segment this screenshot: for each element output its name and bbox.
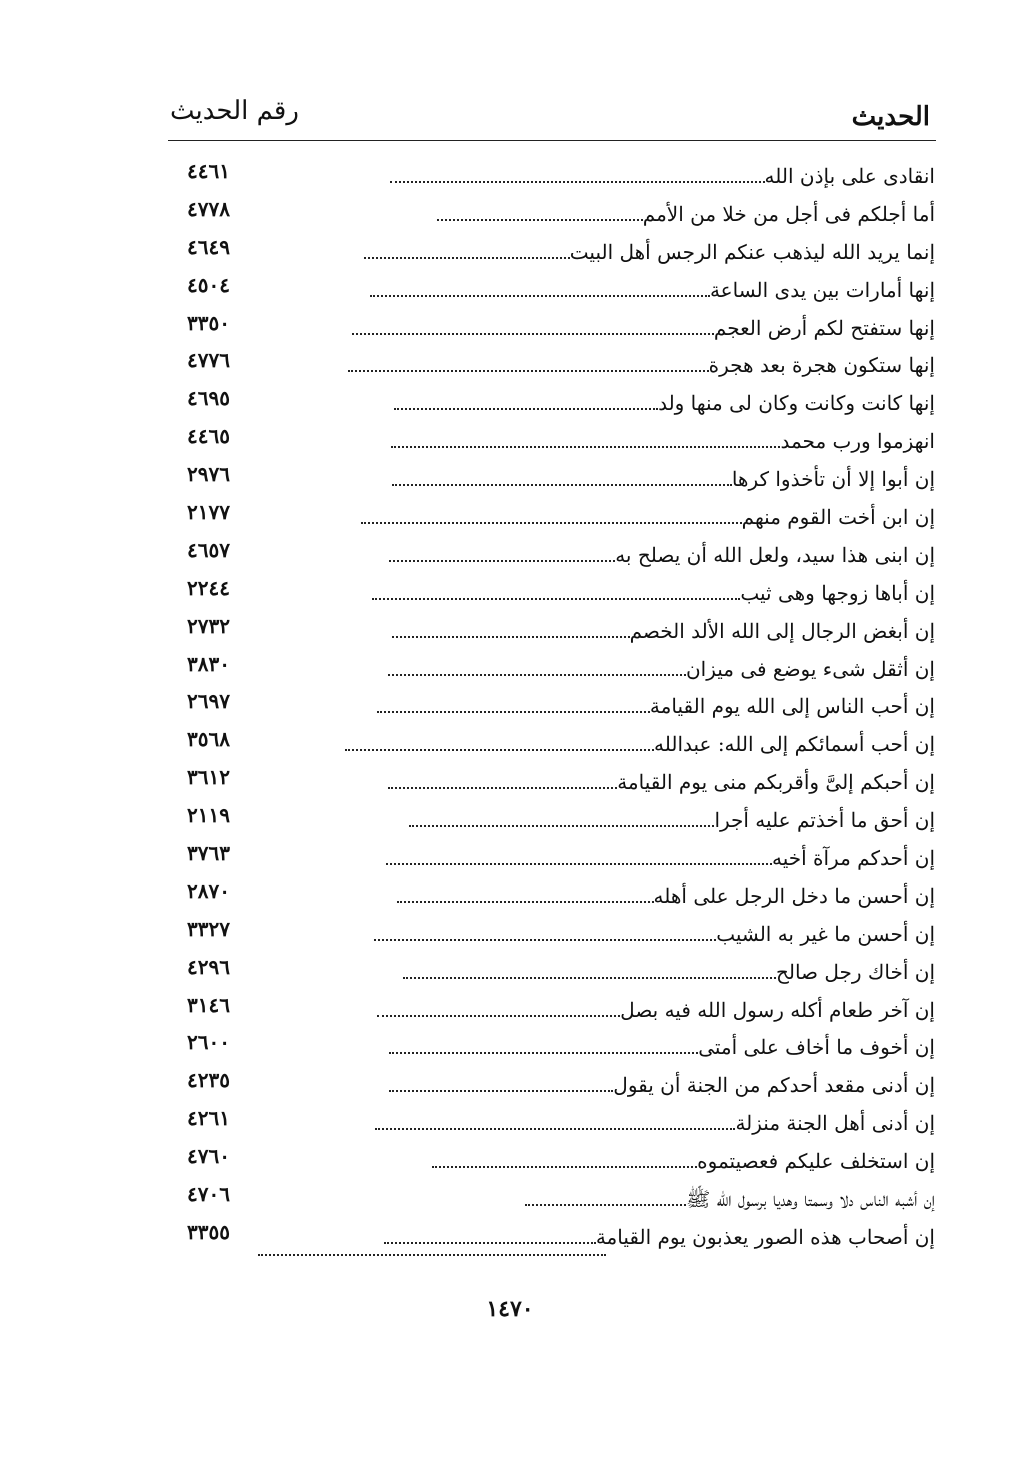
index-entry — [175, 1178, 935, 1216]
hadith-number: ٣٦١٢ — [187, 765, 230, 790]
hadith-text: إنها ستكون هجرة بعد هجرة — [708, 353, 935, 378]
hadith-number: ٤٢٩٦ — [187, 954, 230, 979]
hadith-text: إنها كانت وكانت وكان لى منها ولد — [658, 391, 935, 416]
hadith-text: إن أثقل شىء يوضع فى ميزان — [685, 656, 935, 681]
dotted-leader — [352, 333, 714, 335]
index-entry — [175, 458, 935, 496]
dotted-leader — [372, 598, 741, 600]
hadith-text: إن أدنى أهل الجنة منزلة — [735, 1111, 935, 1136]
hadith-number: ٣٣٥٥ — [187, 1219, 230, 1244]
index-entry — [175, 723, 935, 761]
index-entry — [175, 344, 935, 382]
index-entry — [175, 231, 935, 269]
index-entry — [175, 610, 935, 648]
index-entry — [175, 193, 935, 231]
hadith-text: إن أبوا إلا أن تأخذوا كرها — [731, 467, 935, 492]
index-entry — [175, 1026, 935, 1064]
hadith-number: ٣٣٥٠ — [187, 310, 230, 335]
index-entry — [175, 913, 935, 951]
index-entry — [175, 837, 935, 875]
dotted-leader — [370, 295, 710, 297]
dotted-leader — [391, 446, 780, 448]
hadith-text: إنها ستفتح لكم أرض العجم — [713, 315, 935, 340]
hadith-number: ٣٧٦٣ — [187, 841, 230, 866]
hadith-number: ٤٧٧٨ — [187, 196, 230, 221]
hadith-number: ٤٦٤٩ — [187, 234, 230, 259]
header-rule — [168, 140, 936, 141]
dotted-leader — [388, 787, 618, 789]
page-header — [170, 92, 930, 136]
dotted-leader — [374, 939, 716, 941]
column-title-hadith: الحديث — [851, 102, 930, 132]
hadith-number: ٢٦٠٠ — [187, 1030, 230, 1055]
index-entry — [175, 534, 935, 572]
index-entry — [175, 761, 935, 799]
hadith-number: ٤٢٣٥ — [187, 1068, 230, 1093]
hadith-number: ٣١٤٦ — [187, 992, 230, 1017]
index-entry — [175, 572, 935, 610]
hadith-text: إنها أمارات بين يدى الساعة — [709, 277, 935, 302]
hadith-text: إن أحب الناس إلى الله يوم القيامة — [649, 694, 935, 719]
dotted-leader — [361, 522, 741, 524]
hadith-text: إن ابنى هذا سيد، ولعل الله أن يصلح به — [615, 542, 935, 567]
hadith-number: ٤٢٦١ — [187, 1106, 230, 1131]
dotted-leader — [377, 1015, 620, 1017]
hadith-number: ٤٤٦٥ — [187, 424, 230, 449]
hadith-number: ٤٧٦٠ — [187, 1144, 230, 1169]
index-entry — [175, 989, 935, 1027]
dotted-leader — [397, 901, 653, 903]
hadith-number: ٣٣٢٧ — [187, 916, 230, 941]
hadith-number: ٤٦٩٥ — [187, 386, 230, 411]
dotted-leader — [386, 863, 772, 865]
hadith-text: إن أبغض الرجال إلى الله الألد الخصم — [629, 618, 935, 643]
index-entry — [175, 1140, 935, 1178]
page-number: ١٤٧٠ — [486, 1296, 534, 1322]
index-entry — [175, 382, 935, 420]
hadith-text: إن ابن أخت القوم منهم — [741, 505, 935, 530]
hadith-number: ٣٨٣٠ — [187, 651, 230, 676]
dotted-leader — [403, 977, 776, 979]
index-entry — [175, 496, 935, 534]
hadith-number: ٤٥٠٤ — [187, 272, 230, 297]
hadith-number: ٢٨٧٠ — [187, 878, 230, 903]
hadith-number: ٤٧٧٦ — [187, 348, 230, 373]
hadith-number: ٤٦٥٧ — [187, 537, 230, 562]
hadith-text: إن استخلف عليكم فعصيتموه — [697, 1149, 935, 1174]
index-entry — [175, 685, 935, 723]
dotted-leader — [394, 408, 658, 410]
hadith-text: انهزموا ورب محمد — [780, 429, 935, 454]
dotted-leader — [388, 674, 686, 676]
dotted-leader — [389, 1090, 613, 1092]
hadith-text: إن أدنى مقعد أحدكم من الجنة أن يقول — [613, 1073, 935, 1098]
hadith-number: ٢٩٧٦ — [187, 462, 230, 487]
trailing-dotted-leader — [258, 1254, 606, 1256]
dotted-leader — [364, 257, 570, 259]
dotted-leader — [432, 1166, 698, 1168]
dotted-leader — [389, 1052, 698, 1054]
hadith-text: إن أشبه الناس دلا وسمتا وهديا برسول الله ﷺ — [686, 1187, 935, 1212]
dotted-leader — [389, 560, 615, 562]
index-entry — [175, 951, 935, 989]
hadith-text: إن أباها زوجها وهى ثيب — [740, 580, 935, 605]
hadith-text: أما أجلكم فى أجل من خلا من الأمم — [642, 201, 935, 226]
dotted-leader — [377, 711, 650, 713]
dotted-leader — [409, 825, 714, 827]
index-entry — [175, 269, 935, 307]
hadith-number: ٢٢٤٤ — [187, 575, 230, 600]
index-entry — [175, 648, 935, 686]
hadith-number: ٣٥٦٨ — [187, 727, 230, 752]
hadith-number: ٤٧٠٦ — [187, 1182, 230, 1207]
hadith-text: إن أحدكم مرآة أخيه — [771, 846, 935, 871]
hadith-text: إنما يريد الله ليذهب عنكم الرجس أهل البيت — [569, 239, 935, 264]
hadith-index-list — [175, 155, 935, 1254]
hadith-text: انقادى على بإذن الله — [764, 164, 935, 188]
hadith-text: إن أحسن ما غير به الشيب — [716, 921, 935, 946]
hadith-number: ٢٦٩٧ — [187, 689, 230, 714]
index-entry — [175, 307, 935, 345]
index-entry — [175, 155, 935, 193]
dotted-leader — [392, 636, 629, 638]
hadith-text: إن أحب أسمائكم إلى الله: عبدالله — [654, 732, 935, 757]
dotted-leader — [525, 1204, 686, 1206]
dotted-leader — [437, 219, 643, 221]
hadith-text: إن أخوف ما أخاف على أمتى — [698, 1035, 935, 1060]
column-title-hadith-number: رقم الحديث — [170, 96, 299, 126]
index-entry — [175, 1102, 935, 1140]
index-entry — [175, 1216, 935, 1254]
hadith-number: ٢٧٣٢ — [187, 613, 230, 638]
hadith-text: إن أخاك رجل صالح — [775, 959, 935, 984]
index-entry — [175, 799, 935, 837]
index-entry — [175, 1064, 935, 1102]
hadith-text: إن أحسن ما دخل الرجل على أهله — [653, 883, 935, 908]
dotted-leader — [348, 370, 709, 372]
dotted-leader — [375, 1128, 735, 1130]
hadith-text: إن أحق ما أخذتم عليه أجرا — [714, 808, 935, 833]
hadith-number: ٤٤٦١ — [187, 159, 230, 183]
dotted-leader — [392, 484, 732, 486]
hadith-text: إن أصحاب هذه الصور يعذبون يوم القيامة — [595, 1224, 935, 1249]
index-entry — [175, 875, 935, 913]
dotted-leader — [384, 1242, 596, 1244]
hadith-text: إن آخر طعام أكله رسول الله فيه بصل — [620, 997, 935, 1022]
dotted-leader — [390, 181, 765, 183]
dotted-leader — [345, 749, 654, 751]
hadith-number: ٢١٧٧ — [187, 500, 230, 525]
hadith-number: ٢١١٩ — [187, 803, 230, 828]
hadith-text: إن أحبكم إلىَّ وأقربكم منى يوم القيامة — [617, 770, 935, 795]
index-entry — [175, 420, 935, 458]
